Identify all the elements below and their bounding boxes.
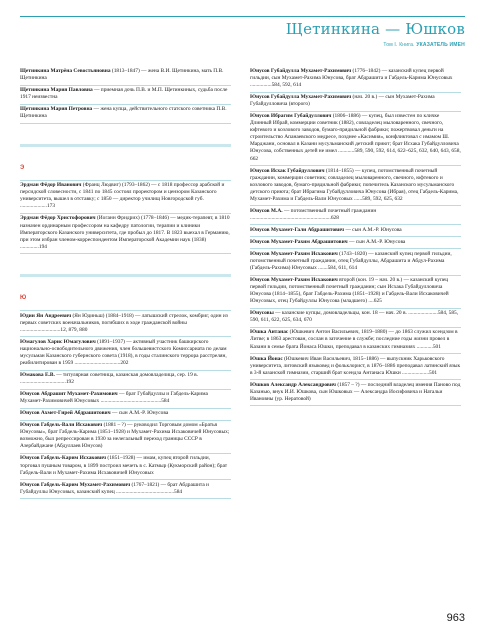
entry-text: (1881 – ?) — руководил Торговым домом «Братья Юнусовы», брат Габдель-Карима (1851–1928) и Мухамет-Рахима Исхаковичей Юнусовых; возможно, был репрессирован в 1930 за нелегальный переход границы СССР в Азербайджане (Абдуллаев Юнусов) [20, 422, 230, 450]
running-title: Щетинкина — Юшков [285, 20, 465, 38]
entry-name: Юмагулов Харис Юмагулович [20, 338, 96, 345]
entry-text: второй (кон. 19 – нач. 20 в.) — казанский купец первой гильдии, потомственный почетный гражданин; сын Исхака Губайдулловича Юнусова (1814–1855), брат Габдель-Рахима (1851–1928) и Габдель-Вали Исхаковичей Юнусовых, отец Губайдуллы Юнусова (младшего) ....625 [250, 277, 449, 305]
index-entry [250, 249, 461, 275]
entry-text: (1813–1847) — жена В.И. Щетинкина, мать П.В. Щетинкина [20, 68, 224, 82]
entry-name: Юнусовы [250, 310, 274, 317]
index-entry [20, 105, 231, 124]
entry-name: Юнусов Мухамет-Рахим Абдрашитович [250, 238, 348, 245]
letter-band [20, 274, 231, 277]
index-entry [250, 328, 461, 354]
entry-name: Щетинкина Матрёна Севостьяновна [20, 68, 111, 74]
entry-text: (1776–1842) — казанский купец первой гильдии, сын Мухамет-Рахима Юнусова, брат Абдрашита и Габдель-Карима Юнусовых ................584, 592, 614 [250, 68, 453, 89]
index-entry [20, 337, 231, 370]
entry-name: Юнусов Исхак Губайдуллович [250, 167, 325, 174]
letter-band [20, 144, 231, 147]
index-entry [20, 214, 231, 254]
index-entry [20, 68, 231, 86]
index-entry [250, 276, 461, 309]
entry-text: (1806–1886) — купец, был известен по кличке Длинный Ибрай, коммерции советник (1882), совладелец мыловаренного, свечного, юфтевого и козлового заводов, бумаго-прядильной фабрики; пожертвовал деньги на строительство Апанаевского медресе, позднее «Касимия», конфликтовал с имамом Ш. Марджани, основал в Казани мусульманский детский приют; брат Исхака Губайдулловича Юнусова, собственных детей не имел ............589, 590, 592, 614, 622–625, 632, 640, 643, 658, 662 [250, 113, 461, 162]
entry-text: (1857 – ?) — последний владелец имения Паново под Казанью, внук И.И. Юшкова, сын Юшковых — Александра Иосифовича и Натальи Ивановны (ур. Нератовой) [250, 381, 461, 402]
entry-name: Юнусов Габдель-Вали Исхакович [20, 422, 103, 429]
entry-name: Эрдман Фёдор Христофорович [20, 215, 96, 222]
entry-name: Щетинкина Мария Петровна [20, 106, 93, 113]
entry-name: Эрдман Фёдор Иванович [20, 182, 82, 189]
index-entry [250, 354, 461, 380]
index-entry [20, 311, 231, 337]
entry-text: — жена купца, действительного статского советника П.В. Щетинкина [20, 106, 227, 120]
entry-name: Юнусов Ибрагим Губайдуллович [250, 113, 332, 120]
index-entry [20, 409, 231, 421]
running-subtitle: Том I. Книга. УКАЗАТЕЛЬ ИМЕН [383, 42, 465, 48]
entry-text: (Юшкевич Антон Васильевич, 1819–1880) — до 1863 служил ксендзом в Литве; в 1863 арестован, сослан в заточение в службе; последние годы жизни провел в Казани в семье брата Йонаса Юшки, преподавал в казанских гимназиях ............501 [250, 329, 458, 350]
entry-name: Юшков Александр Александрович [250, 381, 336, 388]
entry-text: — сын А.М.-Р. Юнусова [344, 226, 402, 233]
entry-name: Юдин Ян Андреевич [20, 312, 72, 319]
entry-name: Юнусов Габдель-Карим Исхакович [20, 455, 107, 462]
entry-text: (Иоганн Фридрих) (1778–1846) — медик-терапевт, в 1810 назначен ординарным профессором на кафедру патологии, терапии и клиники Императорского Казанского университета, где пробыл до 1817. В 1823 выехал в Германию, при этом избран членом-корреспондентом Императорской Академии наук (1838) ..............194 [20, 215, 230, 250]
entry-name: Щетинкина Мария Павловна [20, 87, 93, 94]
index-entry [20, 390, 231, 409]
index-entry [20, 181, 231, 214]
entry-text: (1851–1928) — имам, купец второй гильдии, торговал пушным товаром, в 1899 построил мечеть в с. Катмыр (Кукморский район); брат Габдель-Вали и Мухамет-Рахима Исхаковичей Юнусовых [20, 455, 228, 476]
header-rule [20, 16, 465, 17]
page-number: 963 [446, 612, 465, 624]
entry-name: Юнусов Мухамет-Гали Абдрашитович [250, 226, 345, 233]
running-header [20, 8, 465, 60]
right-column [250, 68, 461, 406]
entry-name: Юнусов Абдрашит Мухамет-Рахимович [20, 391, 118, 398]
entry-text: — сын А.М.-Р. Юнусова [110, 410, 169, 417]
section-letter: Э [20, 164, 25, 171]
left-column [20, 68, 231, 499]
entry-name: Юнусов Габдель-Карим Мухамет-Рахимович [20, 481, 131, 488]
entry-text: (Франц Людвиг) (1793–1862) — с 1818 профессор арабской и персидской словесности, с 1841 по 1845 состоял проректором и цензором Казанского университета, вышел в отставку; с 1850 — директор училищ Новгородской губ. ....................173 [20, 182, 225, 210]
entry-text: (1767–1821) — брат Абдрашита и Губайдуллы Юнусовых, казанский купец ...........................................584 [20, 481, 209, 495]
entry-name: Юшка Антанас [250, 329, 289, 336]
index-entry [20, 421, 231, 454]
index-entry [250, 237, 461, 249]
entry-text: — приемная дочь П.В. и М.П. Щетинкиных, судьба после 1917 неизвестна [20, 87, 228, 101]
index-entry [20, 86, 231, 105]
letter-section-divider [20, 124, 231, 181]
entry-name: Юнусов М.А. [250, 207, 283, 214]
index-entry [250, 380, 461, 406]
entry-name: Юмакова Е.В. [20, 372, 55, 379]
section-letter: Ю [20, 295, 27, 302]
index-entry [20, 371, 231, 390]
entry-text: — титулярная советница, казанская домовладелица, сер. 19 в. ..................................192 [20, 372, 199, 386]
entry-text: (1743–1820) — казанский купец первой гильдии, потомственный почетный гражданин, отец Губайдуллы, Абдрашита и Абдул-Рахима (Габдель-Рахима) Юнусовых .......584, 611, 614 [250, 250, 452, 272]
entry-name: Юнусов Губайдулла Мухамет-Рахимович [250, 68, 352, 74]
entry-text: — брат Губайдуллы и Габдель-Карима Мухамет-Рахимовичей Юнусовых .............................................584 [20, 391, 208, 405]
index-entry [250, 68, 461, 93]
index-entry [20, 480, 231, 499]
entry-text: (нач. 20 в.) — сын Мухамет-Рахима Губайдулловича (второго) [250, 94, 435, 108]
index-entry [250, 225, 461, 237]
index-entry [250, 206, 461, 225]
index-entry [250, 309, 461, 328]
entry-name: Юнусов Губайдулла Мухамет-Рахимович [250, 94, 352, 101]
entry-text: (Ян Юдиньш) (1884–1918) — латышский стрелок, комбриг, один из первых советских военачальников, погибших в ходе гражданской войны ..............................12, 879, 880 [20, 312, 228, 333]
index-entry [20, 454, 231, 480]
entry-text: — казанские купцы, домовладельцы, кон. 18 — нач. 20 в. ......................584, 585, 590, 611, 622, 625, 634, 670 [250, 310, 459, 324]
index-entry [250, 93, 461, 112]
entry-name: Юшка Йонас [250, 355, 283, 362]
index-entry [250, 112, 461, 166]
letter-section-divider [20, 254, 231, 311]
entry-text: — потомственный почетный гражданин ............................................................628 [250, 207, 377, 221]
entry-text: (Юшкевич Иван Васильевич, 1815–1886) — выпускник Харьковского университета, литовский языковед и фольклорист, в 1876–1886 преподавал латинский язык в 3-й казанской гимназии, старший брат ксендза Антанаса Юшки ....................501 [250, 355, 461, 376]
entry-text: (1891–1937) — активный участник башкирского национально-освободительного движения, член большевистского Комиссариата по делам мусульман Казанского губернского совета (1918), в годы сталинского террора расстрелян, реабилитирован в 1959 ..................................202 [20, 338, 227, 366]
entry-text: — сын А.М.-Р. Юнусова [347, 238, 406, 245]
entry-name: Юнусов Мухамет-Рахим Исхакович [250, 277, 338, 284]
entry-text: (1814–1855) — купец, потомственный почетный гражданин, коммерции советник; совладелец мыловаренного, свечного, юфтевого и козлового заводов, бумаго-прядильной фабрики; попечитель Казанского мусульманского детского приюта; брат Ибрагима Губайдулловича Юнусова (Ибрая), отец Габдель-Карима, Мухамет-Рахима и Габдель-Вали Юнусовых ......589, 592, 625, 632 [250, 167, 459, 202]
entry-name: Юнусов Ахмет-Гирей Абдрашитович [20, 410, 111, 417]
index-entry [250, 166, 461, 206]
entry-name: Юнусов Мухамет-Рахим Исхакович [250, 250, 338, 257]
